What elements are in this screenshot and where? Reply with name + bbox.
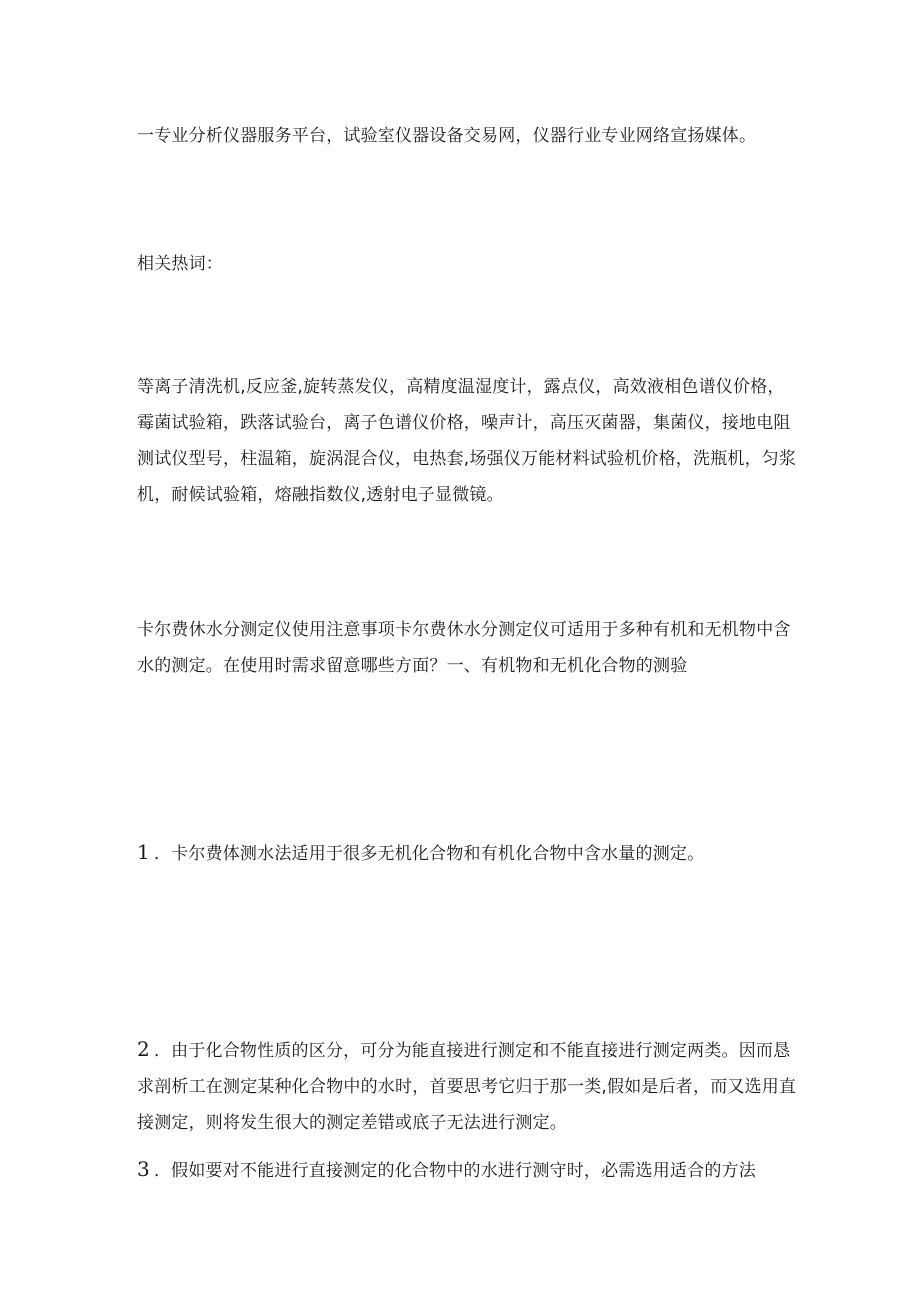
list-item-3: [137, 1151, 797, 1189]
list-item-3-number: 3: [137, 1157, 150, 1181]
intro-paragraph: [137, 612, 797, 684]
keywords-text: 等离子清洗机,反应釜,旋转蒸发仪，高精度温湿度计，露点仪，高效液相色谱仪价格，霉菌试验箱，跌落试验台，离子色谱仪价格，噪声计，高压灭菌器，集菌仪，接地电阻测试仪型号，柱温箱，旋涡混合仪，电热套,场强仪万能材料试验机价格，洗瓶机，匀浆机，耐候试验箱，熔融指数仪,透射电子显微镜。: [137, 377, 797, 505]
related-label: 相关热词：: [137, 254, 223, 274]
tagline-paragraph: [137, 118, 817, 154]
list-item-1: [137, 834, 797, 872]
related-keywords-heading: [137, 246, 797, 282]
list-item-3-text: ．假如要对不能进行直接测定的化合物中的水进行测守时，必需选用适合的方法: [153, 1161, 756, 1181]
list-item-2: [137, 1031, 797, 1141]
list-item-1-text: ．卡尔费体测水法适用于很多无机化合物和有机化合物中含水量的测定。: [153, 844, 705, 864]
list-item-2-number: 2: [137, 1037, 150, 1061]
list-item-2-text: ．由于化合物性质的区分，可分为能直接进行测定和不能直接进行测定两类。因而恳求剖析工在测定某种化合物中的水时，首要思考它归于那一类,假如是后者，而又选用直接测定，则将发生很大的测定差错或底子无法进行测定。: [137, 1041, 797, 1133]
intro-text: 卡尔费休水分测定仪使用注意事项卡尔费休水分测定仪可适用于多种有机和无机物中含水的测定。在使用时需求留意哪些方面？一、有机物和无机化合物的测验: [137, 620, 791, 676]
tagline-text: 一专业分析仪器服务平台，试验室仪器设备交易网，仪器行业专业网络宣扬媒体。: [137, 126, 757, 146]
list-item-1-number: 1: [137, 840, 150, 864]
keywords-paragraph: [137, 369, 797, 513]
